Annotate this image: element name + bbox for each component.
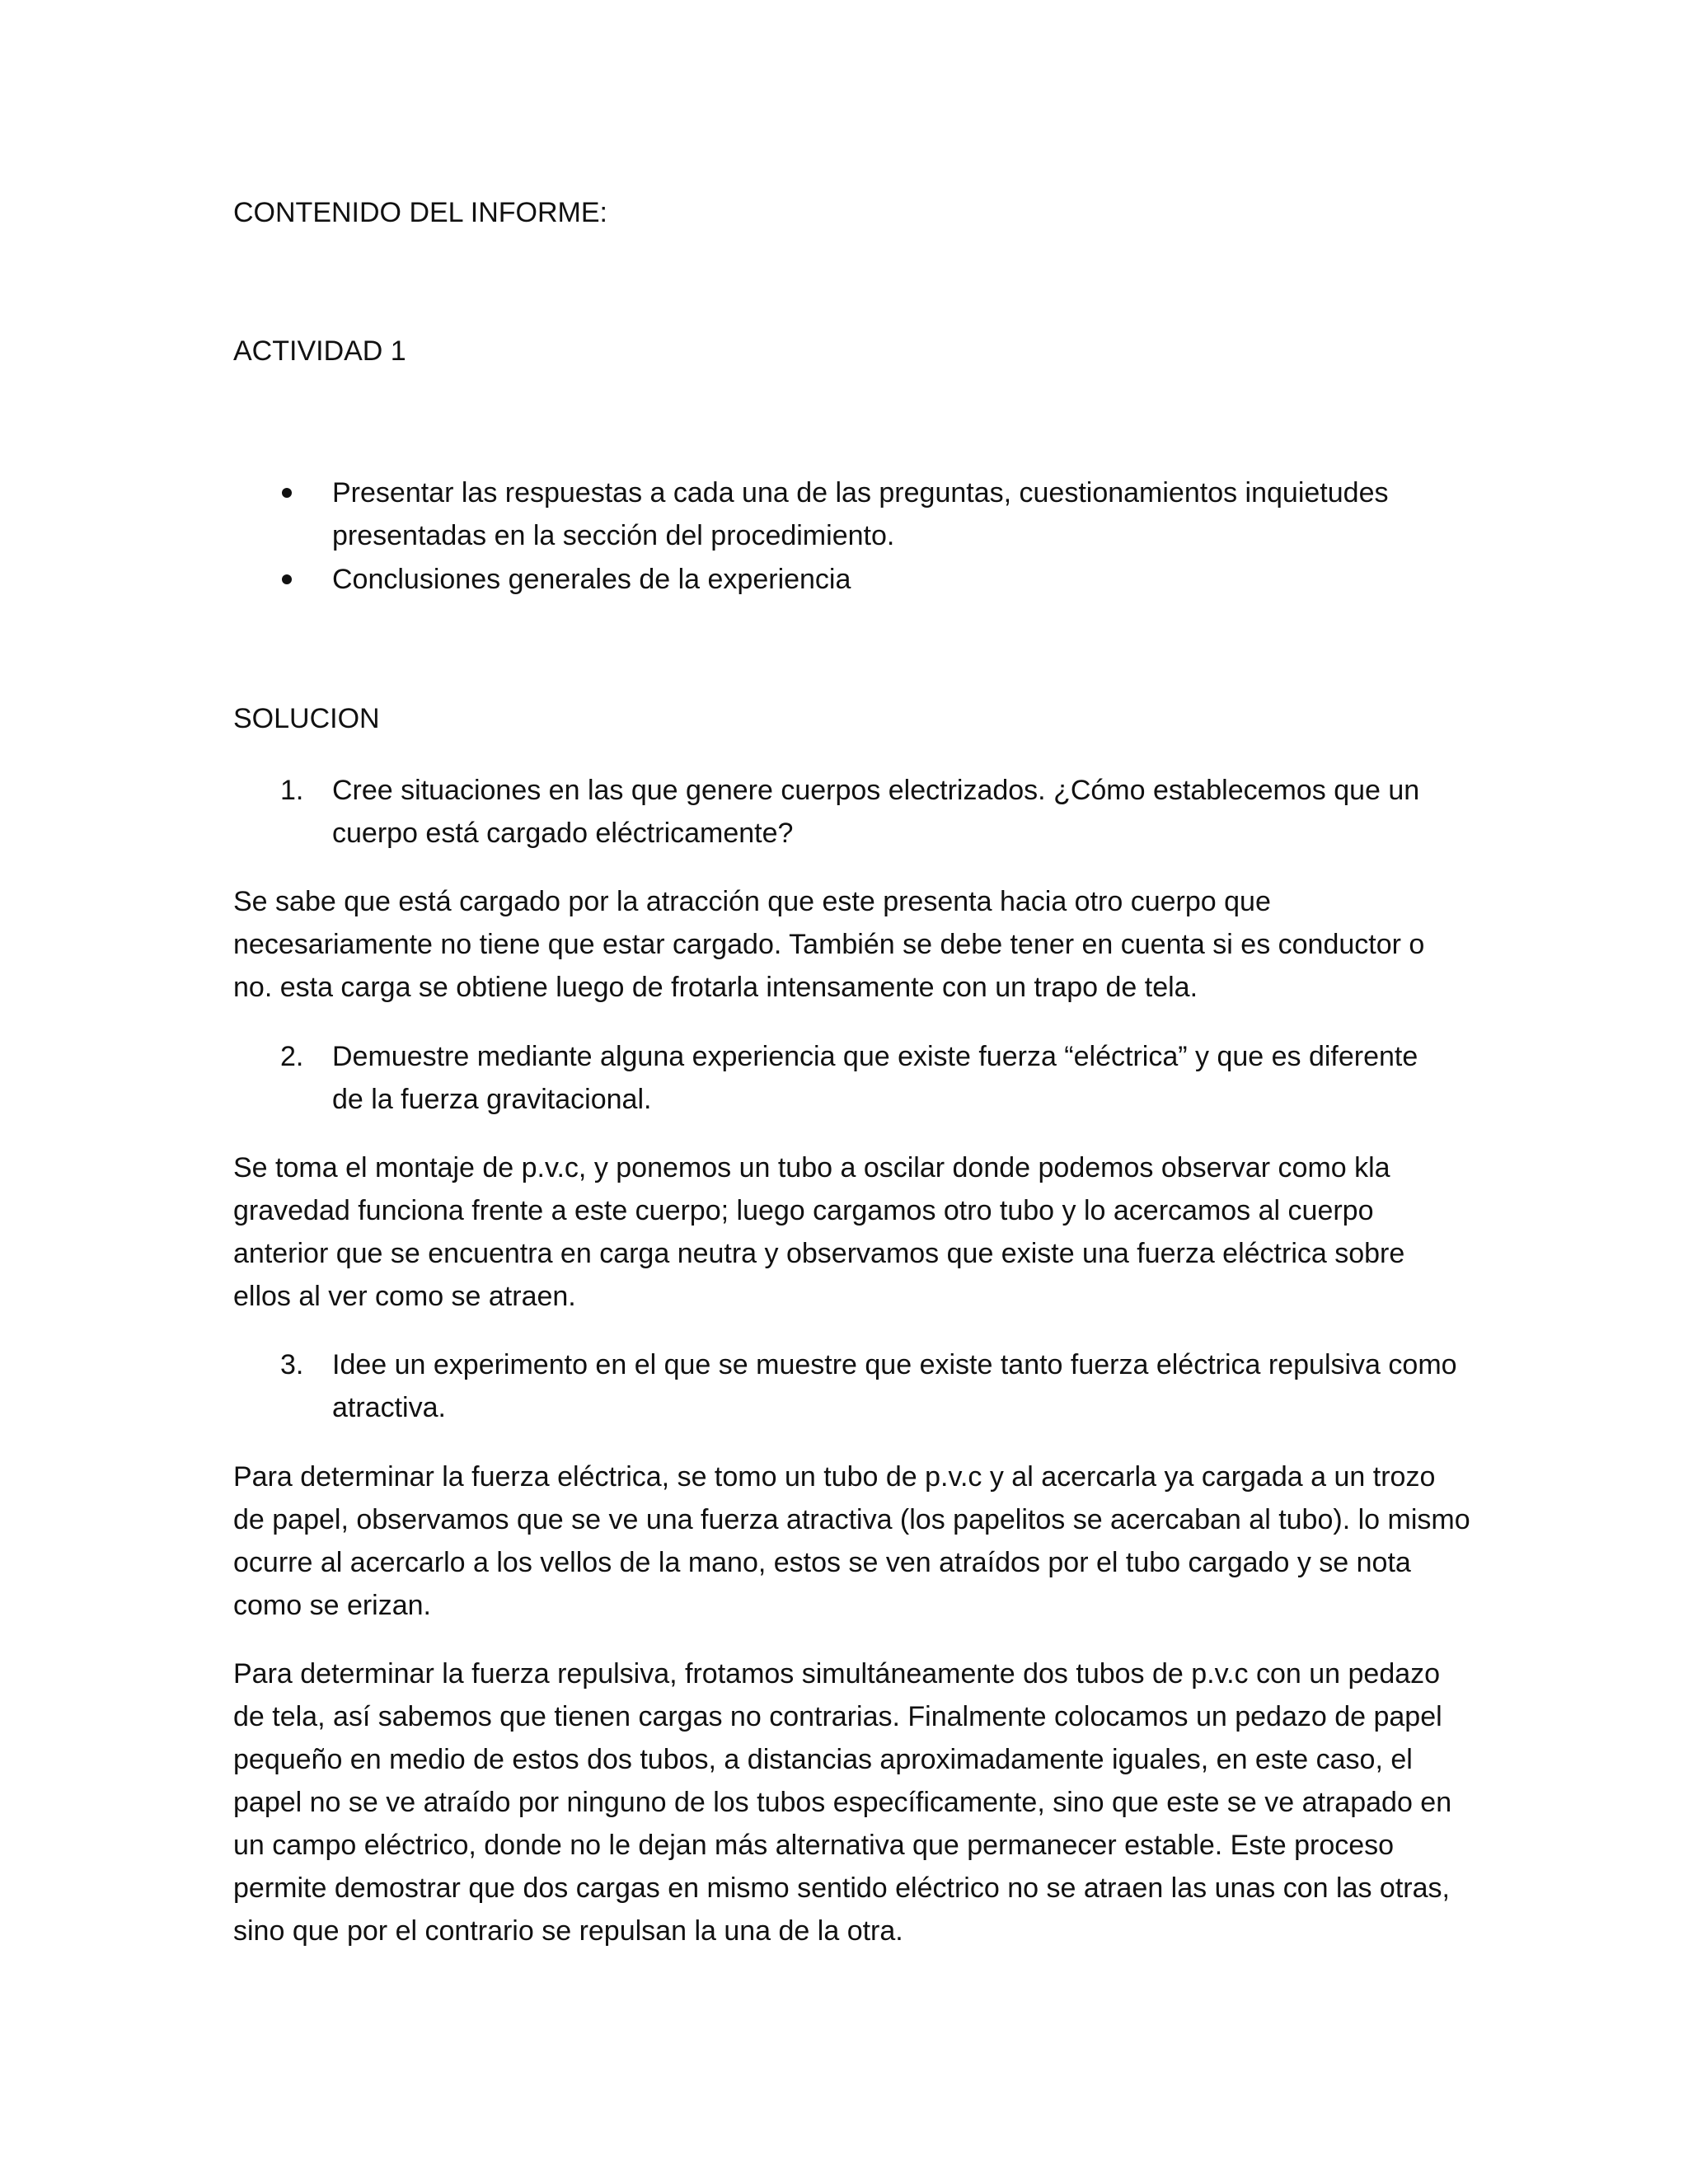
question-text-line: atractiva. (332, 1392, 446, 1423)
question-text-line: Idee un experimento en el que se muestre que existe tanto fuerza eléctrica repulsiva como (332, 1349, 1457, 1380)
answer-text-line: no. esta carga se obtiene luego de frotarla intensamente con un trapo de tela. (233, 972, 1198, 1003)
heading-solucion: SOLUCION (233, 703, 380, 734)
answer-text-line: Para determinar la fuerza eléctrica, se tomo un tubo de p.v.c y al acercarla ya cargada a un trozo (233, 1461, 1436, 1493)
question-text-line: cuerpo está cargado eléctricamente? (332, 818, 794, 849)
heading-actividad: ACTIVIDAD 1 (233, 335, 406, 367)
bullet-text-line: Conclusiones generales de la experiencia (332, 564, 851, 595)
answer-text-line: necesariamente no tiene que estar cargado. También se debe tener en cuenta si es conductor o (233, 929, 1425, 960)
question-number: 1. (280, 775, 304, 806)
answer-text-line: anterior que se encuentra en carga neutra y observamos que existe una fuerza eléctrica sobre (233, 1238, 1405, 1269)
answer-text-line: permite demostrar que dos cargas en mismo sentido eléctrico no se atraen las unas con las otras, (233, 1872, 1450, 1904)
answer-text-line: de tela, así sabemos que tienen cargas no contrarias. Finalmente colocamos un pedazo de papel (233, 1701, 1442, 1732)
answer-text-line: como se erizan. (233, 1590, 431, 1621)
answer-text-line: pequeño en medio de estos dos tubos, a distancias aproximadamente iguales, en este caso, el (233, 1744, 1413, 1775)
question-text-line: de la fuerza gravitacional. (332, 1084, 652, 1115)
answer-text-line: Se sabe que está cargado por la atracción que este presenta hacia otro cuerpo que (233, 886, 1271, 917)
heading-contenido: CONTENIDO DEL INFORME: (233, 197, 607, 228)
answer-text-line: Para determinar la fuerza repulsiva, frotamos simultáneamente dos tubos de p.v.c con un pedazo (233, 1658, 1441, 1690)
answer-text-line: de papel, observamos que se ve una fuerza atractiva (los papelitos se acercaban al tubo). lo mismo (233, 1504, 1470, 1535)
question-number: 2. (280, 1041, 304, 1072)
answer-text-line: gravedad funciona frente a este cuerpo; luego cargamos otro tubo y lo acercamos al cuerpo (233, 1195, 1374, 1226)
question-text-line: Demuestre mediante alguna experiencia que existe fuerza “eléctrica” y que es diferente (332, 1041, 1418, 1072)
bullet-text-line: presentadas en la sección del procedimiento. (332, 520, 895, 551)
answer-text-line: sino que por el contrario se repulsan la una de la otra. (233, 1915, 903, 1947)
bullet-dot (282, 574, 292, 584)
bullet-dot (282, 488, 292, 498)
answer-text-line: papel no se ve atraído por ninguno de los tubos específicamente, sino que este se ve atrapado en (233, 1787, 1452, 1818)
answer-text-line: Se toma el montaje de p.v.c, y ponemos un tubo a oscilar donde podemos observar como kla (233, 1152, 1390, 1183)
answer-text-line: ocurre al acercarlo a los vellos de la mano, estos se ven atraídos por el tubo cargado y se nota (233, 1547, 1411, 1578)
question-number: 3. (280, 1349, 304, 1380)
bullet-text-line: Presentar las respuestas a cada una de las preguntas, cuestionamientos inquietudes (332, 477, 1389, 509)
question-text-line: Cree situaciones en las que genere cuerpos electrizados. ¿Cómo establecemos que un (332, 775, 1420, 806)
answer-text-line: ellos al ver como se atraen. (233, 1281, 576, 1312)
answer-text-line: un campo eléctrico, donde no le dejan más alternativa que permanecer estable. Este proceso (233, 1830, 1395, 1861)
